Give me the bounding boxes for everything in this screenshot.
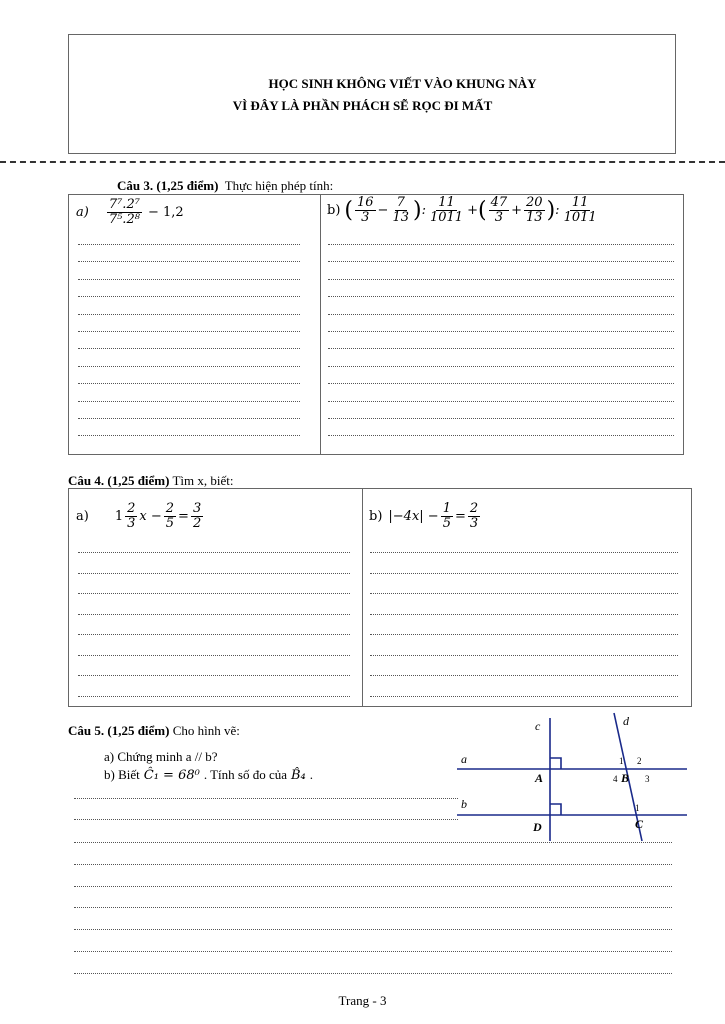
answer-line[interactable] — [370, 614, 678, 615]
q3-b-fraction-2 — [390, 196, 411, 225]
answer-line[interactable] — [78, 675, 350, 676]
q3-a-numerator: 7⁷.2⁷ — [108, 197, 140, 212]
answer-line[interactable] — [328, 366, 674, 367]
answer-line[interactable] — [78, 634, 350, 635]
label-B: B — [621, 771, 630, 785]
answer-line[interactable] — [78, 244, 300, 245]
q4-a-f1-den: 3 — [127, 516, 136, 531]
q3-b-f3-num: 11 — [438, 195, 455, 210]
q3-b-open-paren-2: ( — [477, 198, 487, 223]
q4-a-expression — [76, 502, 205, 531]
q4-a-f3-den: 2 — [192, 516, 202, 531]
answer-line[interactable] — [370, 552, 678, 553]
q3-b-open-paren-1: ( — [344, 198, 353, 223]
q3-b-op-2: : — [421, 203, 426, 218]
q3-b-fraction-5 — [524, 196, 545, 225]
q5-title — [68, 723, 240, 739]
label-D: D — [533, 820, 542, 834]
answer-line[interactable] — [328, 401, 674, 402]
right-angle-A — [550, 758, 561, 769]
answer-line[interactable] — [78, 696, 350, 697]
answer-line[interactable] — [74, 886, 672, 887]
q4-b-f2-den: 3 — [469, 516, 479, 531]
q4-a-fraction-1 — [125, 502, 137, 531]
answer-line[interactable] — [370, 573, 678, 574]
answer-line[interactable] — [74, 819, 458, 820]
answer-line[interactable] — [74, 907, 672, 908]
q3-b-f4-den: 3 — [494, 210, 503, 225]
q4-a-label: a) — [76, 509, 89, 524]
answer-line[interactable] — [78, 348, 300, 349]
notice-line-1: HỌC SINH KHÔNG VIẾT VÀO KHUNG NÀY — [268, 76, 537, 91]
q4-title-bold: Câu 4. (1,25 điểm) — [68, 473, 170, 488]
q4-b-f2-num: 2 — [469, 501, 479, 516]
q5-part-b-angle: Ĉ₁ = 68⁰ — [143, 767, 200, 783]
q4-b-eq: = — [454, 509, 466, 524]
q4-b-abs: |−4x| − — [388, 509, 439, 524]
q5-part-a: a) Chứng minh a // b? — [104, 749, 218, 764]
label-C: C — [635, 817, 644, 831]
q5-title-bold: Câu 5. (1,25 điểm) — [68, 723, 170, 738]
q4-a-f2-num: 2 — [165, 501, 175, 516]
angle-C1: 1 — [635, 803, 640, 813]
answer-line[interactable] — [74, 929, 672, 930]
q3-b-f2-den: 13 — [392, 210, 409, 225]
detach-box — [68, 34, 676, 154]
answer-line[interactable] — [78, 314, 300, 315]
q4-b-expression — [369, 502, 482, 531]
answer-line[interactable] — [328, 279, 674, 280]
q5-title-rest: Cho hình vẽ: — [172, 723, 240, 738]
answer-line[interactable] — [78, 296, 300, 297]
q4-a-f2-den: 5 — [165, 516, 175, 531]
q3-divider — [320, 194, 321, 455]
cut-line — [0, 161, 725, 163]
answer-line[interactable] — [328, 435, 674, 436]
answer-line[interactable] — [78, 383, 300, 384]
label-b: b — [461, 797, 467, 811]
q3-b-f6-den: 1011 — [563, 210, 597, 225]
q3-a-tail: − 1,2 — [147, 205, 184, 220]
q4-b-fraction-2 — [468, 502, 480, 531]
q4-b-label: b) — [369, 509, 383, 524]
answer-line[interactable] — [328, 418, 674, 419]
answer-line[interactable] — [370, 655, 678, 656]
q3-b-close-paren-2: ) — [546, 198, 556, 223]
answer-line[interactable] — [78, 279, 300, 280]
q3-b-op-4: + — [511, 203, 523, 218]
q3-b-op-1: − — [377, 203, 389, 218]
q4-b-fraction-1 — [441, 502, 453, 531]
q3-b-f3-den: 1011 — [429, 210, 464, 225]
answer-line[interactable] — [78, 435, 300, 436]
label-a: a — [461, 752, 467, 766]
q3-b-expression — [327, 196, 601, 225]
q3-b-op-5: : — [555, 203, 560, 218]
answer-line[interactable] — [78, 552, 350, 553]
angle-B1: 1 — [619, 756, 624, 766]
answer-line[interactable] — [370, 696, 678, 697]
answer-line[interactable] — [370, 675, 678, 676]
q4-b-f1-num: 1 — [442, 501, 451, 516]
q3-b-fraction-3 — [428, 196, 465, 225]
answer-line[interactable] — [78, 573, 350, 574]
answer-line[interactable] — [78, 418, 300, 419]
q3-b-f1-num: 16 — [357, 195, 374, 210]
notice-line-2: VÌ ĐÂY LÀ PHẦN PHÁCH SẼ RỌC ĐI MẤT — [232, 98, 493, 113]
answer-line[interactable] — [78, 614, 350, 615]
q3-b-fraction-6 — [562, 196, 599, 225]
q4-a-f3-num: 3 — [192, 501, 202, 516]
q3-a-expression — [76, 198, 184, 227]
right-angle-D — [550, 804, 561, 815]
q3-title-rest: Thực hiện phép tính: — [224, 178, 334, 193]
q4-a-eq: = — [178, 509, 189, 524]
answer-line[interactable] — [74, 951, 672, 952]
q3-b-op-3: + — [467, 203, 478, 218]
q3-b-f2-num: 7 — [396, 195, 405, 210]
q3-b-f6-num: 11 — [571, 195, 589, 210]
answer-line[interactable] — [74, 842, 672, 843]
answer-line[interactable] — [370, 593, 678, 594]
q3-a-label: a) — [76, 205, 89, 220]
answer-line[interactable] — [370, 634, 678, 635]
answer-line[interactable] — [328, 331, 674, 332]
answer-line[interactable] — [78, 331, 300, 332]
q4-b-f1-den: 5 — [442, 516, 451, 531]
q4-title-rest: Tìm x, biết: — [172, 473, 234, 488]
answer-line[interactable] — [78, 401, 300, 402]
q4-title — [68, 473, 234, 489]
q3-b-f4-num: 47 — [490, 195, 508, 210]
angle-B3: 3 — [645, 774, 650, 784]
q3-title-bold: Câu 3. (1,25 điểm) — [117, 178, 219, 193]
q4-a-fraction-2 — [164, 502, 176, 531]
q4-a-f1-num: 2 — [127, 501, 136, 516]
answer-line[interactable] — [78, 261, 300, 262]
q3-b-f5-den: 13 — [526, 210, 543, 225]
q3-title — [117, 178, 333, 194]
q5-part-b — [104, 767, 313, 783]
q4-a-whole: 1 — [114, 509, 124, 524]
angle-B2: 2 — [637, 756, 642, 766]
q4-divider — [362, 488, 363, 707]
answer-line[interactable] — [74, 864, 672, 865]
q3-b-fraction-1 — [355, 196, 376, 225]
q3-a-fraction — [107, 198, 142, 227]
answer-line[interactable] — [328, 383, 674, 384]
angle-B4: 4 — [613, 774, 618, 784]
q5-part-b-end: . — [309, 767, 314, 782]
q3-b-fraction-4 — [489, 196, 510, 225]
label-A: A — [535, 771, 544, 785]
q5-part-b-pre: b) Biết — [104, 767, 140, 782]
geometry-figure — [455, 708, 690, 843]
q3-b-label: b) — [327, 203, 341, 218]
q3-table — [68, 194, 684, 455]
q3-b-close-paren-1: ) — [413, 198, 422, 223]
q4-a-mid: x − — [139, 509, 162, 524]
answer-line[interactable] — [328, 314, 674, 315]
q4-a-fraction-3 — [191, 502, 203, 531]
answer-line[interactable] — [328, 348, 674, 349]
answer-line[interactable] — [74, 973, 672, 974]
q3-b-f1-den: 3 — [361, 210, 370, 225]
answer-line[interactable] — [78, 593, 350, 594]
answer-line[interactable] — [328, 261, 674, 262]
answer-line[interactable] — [78, 366, 300, 367]
q3-b-f5-num: 20 — [526, 195, 543, 210]
label-c: c — [535, 719, 541, 733]
answer-line[interactable] — [328, 296, 674, 297]
answer-line[interactable] — [78, 655, 350, 656]
q5-part-b-mid: . Tính số đo của — [203, 767, 287, 782]
answer-line[interactable] — [328, 244, 674, 245]
label-d: d — [623, 714, 629, 728]
q3-a-denominator: 7⁵.2⁸ — [108, 212, 140, 227]
q5-part-b-target: B̂₄ — [291, 767, 306, 783]
answer-line[interactable] — [74, 798, 458, 799]
page-number: Trang - 3 — [338, 993, 387, 1008]
